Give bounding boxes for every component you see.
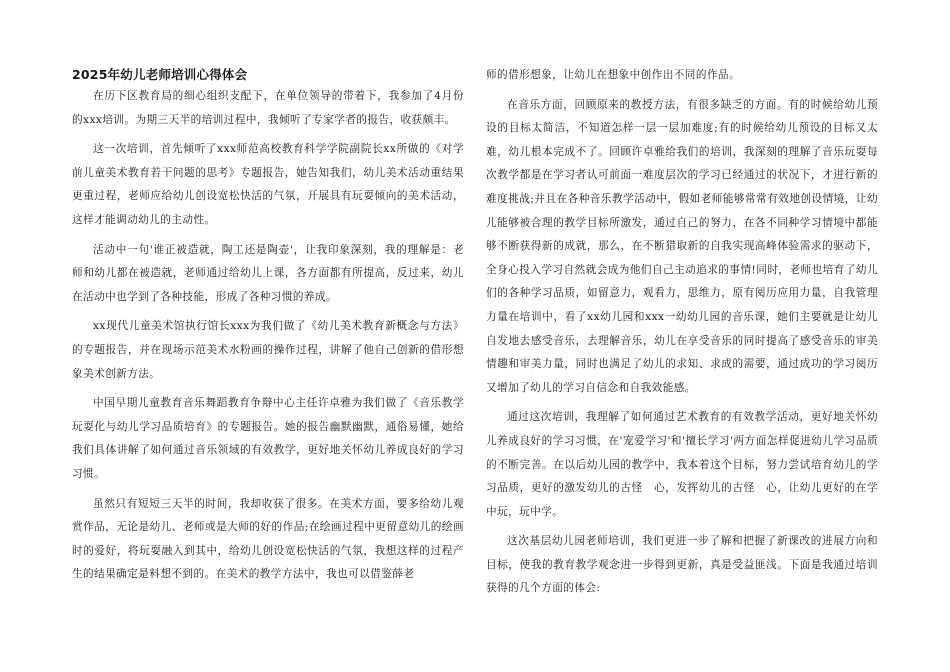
paragraph: 通过这次培训，我理解了如何通过艺术教育的有效教学活动，更好地关怀幼儿养成良好的学习习惯，在'宠爱学习'和'擅长学习'两方面怎样促进幼儿学习品质的不断完善。在以后幼儿园的教学中，我本着这个目标，努力尝试培育幼儿的学习品质，更好的激发幼儿的古怪 心，发挥幼儿的古怪 心，让幼儿更好的在学中玩，玩中学。 (486, 411, 878, 518)
paragraph: 中国早期儿童教育音乐舞蹈教育争辩中心主任许卓雅为我们做了《音乐教学玩耍化与幼儿学习品质培育》的专题报告。她的报告幽默幽默，通俗易懂，她给我们具体讲解了如何通过音乐领域的有效教学，更好地关怀幼儿养成良好的学习习惯。 (72, 397, 464, 480)
paragraph: 在历下区教育局的细心组织支配下，在单位领导的带着下，我参加了4月份的xxx培训。为期三天半的培训过程中，我倾听了专家学者的报告，收获颇丰。 (72, 90, 464, 126)
document-title: 2025年幼儿老师培训心得体会 (72, 67, 248, 82)
paragraph: 在音乐方面，回顾原来的教授方法，有很多缺乏的方面。有的时候给幼儿预设的目标太简洁，不知道怎样一层一层加难度;有的时候给幼儿预设的目标又太难，幼儿根本完成不了。回顾许卓雅给我们的培训，我深刻的理解了音乐玩耍每次教学都是在学习者认可前面一难度层次的学习已经通过的状况下，才进行新的难度挑战;并且在各种音乐教学活动中，假如老师能够常常有效地创设情境，让幼儿能够被合理的教学目标所激发，通过自己的努力，在各不同种学习情境中都能够不断获得新的成就，那么，在不断猎取新的自我实现高峰体验需求的驱动下，全身心投入学习自然就会成为他们自己主动追求的事情!同时，老师也培育了幼儿们的各种学习品质，如留意力，观看力，思维力，原有阅历应用力量，自我管理力量在培训中，看了xx幼儿园和xxx一幼幼儿园的音乐课，她们主要就是让幼儿自发地去感受音乐，去理解音乐，幼儿在享受音乐的同时提高了感受音乐的审美情趣和审美力量，同时也满足了幼儿的求知、求成的需要，通过成功的学习阅历又增加了幼儿的学习自信念和自我效能感。 (486, 98, 878, 394)
paragraph: 活动中一句'谁正被造就，陶工还是陶壶'，让我印象深刻，我的理解是：老师和幼儿都在被造就，老师通过给幼儿上课，各方面都有所提高，反过来，幼儿在活动中也学到了各种技能，形成了各种习惯的养成。 (72, 243, 464, 303)
left-column (72, 64, 464, 593)
paragraph: 这一次培训，首先倾听了xxx师范高校教育科学学院副院长xx所做的《对学前儿童美术教育若干问题的思考》专题报告，她告知我们，幼儿美术活动重结果更重过程，老师应给幼儿创设宽松快活的气氛，开展具有玩耍倾向的美术活动，这样才能调动幼儿的主动性。 (72, 143, 464, 226)
right-column (486, 64, 878, 607)
paragraph: 这次基层幼儿园老师培训，我们更进一步了解和把握了新课改的进展方向和目标，使我的教育教学观念进一步得到更新，真是受益匪浅。下面是我通过培训获得的几个方面的体会: (486, 535, 878, 595)
paragraph: 虽然只有短短三天半的时间，我却收获了很多。在美术方面，要多给幼儿观赏作品，无论是幼儿、老师或是大师的好的作品;在绘画过程中更留意幼儿的绘画时的爱好，将玩耍融入到其中，给幼儿创设宽松快活的气氛，我想这样的过程产生的结果确定是料想不到的。在美术的教学方法中，我也可以借鉴薛老 (72, 497, 464, 581)
paragraph-continuation: 师的借形想象，让幼儿在想象中创作出不同的作品。 (486, 69, 741, 81)
paragraph: xx现代儿童美术馆执行馆长xxx为我们做了《幼儿美术教育新概念与方法》的专题报告，并在现场示范美术水粉画的操作过程，讲解了他自己创新的借形想象美术创新方法。 (72, 320, 464, 380)
